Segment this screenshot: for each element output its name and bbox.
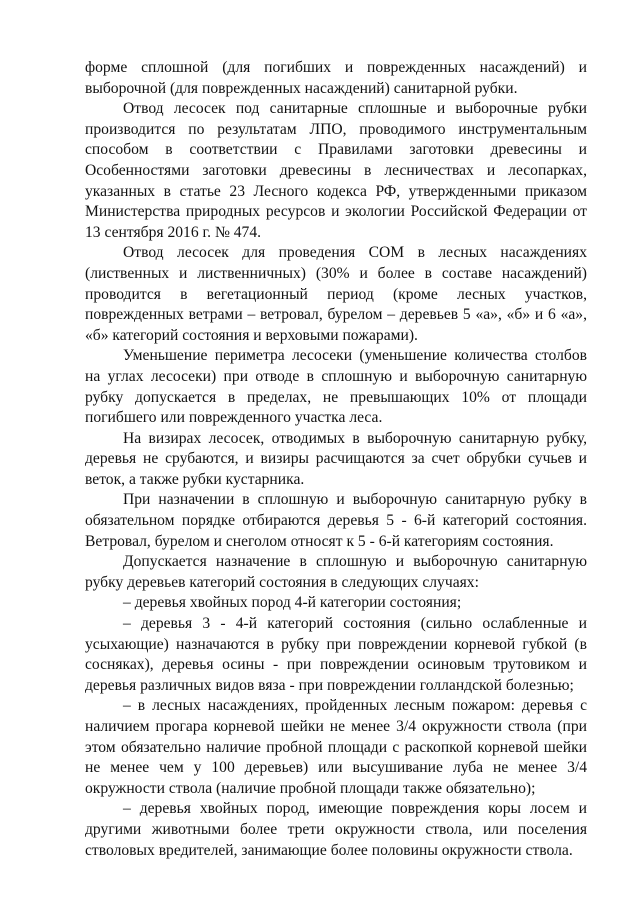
paragraph-vegetation-period: Отвод лесосек для проведения СОМ в лесных насаждениях (лиственных и лиственничных) (30% и более в составе насаждений) проводится в вегетационный период (кроме лесных участков, поврежденных ветрами – ветровал, бурелом – деревьев 5 «а», «б» и 6 «а», «б» категорий состояния и верховыми пожарами). (85, 244, 587, 344)
paragraph-continuation: форме сплошной (для погибших и поврежденных насаждений) и выборочной (для поврежденных насаждений) санитарной рубки. (85, 59, 587, 97)
list-item-fire-damage: – в лесных насаждениях, пройденных лесным пожаром: деревья с наличием прогара корневой шейки не менее 3/4 окружности ствола (при этом обязательно наличие пробной площади с раскопкой корневой шейки не менее чем у 100 деревьев) или высушивание луба не менее 3/4 окружности ствола (наличие пробной площади также обязательно); (85, 697, 587, 797)
paragraph-plot-allotment: Отвод лесосек под санитарные сплошные и выборочные рубки производится по результатам ЛПО, проводимого инструментальным способом в соответствии с Правилами заготовки древесины и Особенностями заготовки древесины в лесничествах и лесопарках, указанных в статье 23 Лесного кодекса РФ, утвержденными приказом Министерства природных ресурсов и экологии Российской Федерации от 13 сентября 2016 г. № 474. (85, 100, 587, 241)
list-item-bark-damage: – деревья хвойных пород, имеющие повреждения коры лосем и другими животными более трети окружности ствола, или поселения стволовых вредителей, занимающие более половины окружности ствола. (85, 800, 587, 859)
paragraph-sight-lines: На визирах лесосек, отводимых в выборочную санитарную рубку, деревья не срубаются, и визиры расчищаются за счет обрубки сучьев и веток, а также рубки кустарника. (85, 429, 587, 488)
paragraph-mandatory-selection: При назначении в сплошную и выборочную санитарную рубку в обязательном порядке отбираются деревья 5 - 6-й категорий состояния. Ветровал, бурелом и снеголом относят к 5 - 6-й категориям состояния. (85, 491, 587, 550)
paragraph-allowed-cases: Допускается назначение в сплошную и выборочную санитарную рубку деревьев категорий состояния в следующих случаях: (85, 553, 587, 591)
list-item-root-rot: – деревья 3 - 4-й категорий состояния (сильно ослабленные и усыхающие) назначаются в рубку при повреждении корневой губкой (в сосняках), деревья осины - при повреждении осиновым трутовиком и деревья различных видов вяза - при повреждении голландской болезнью; (85, 615, 587, 694)
list-item-conifers: – деревья хвойных пород 4-й категории состояния; (123, 594, 462, 612)
document-page (85, 58, 587, 861)
paragraph-perimeter-reduction: Уменьшение периметра лесосеки (уменьшение количества столбов на углах лесосеки) при отводе в сплошную и выборочную санитарную рубку допускается в пределах, не превышающих 10% от площади погибшего или поврежденного участка леса. (85, 347, 587, 427)
